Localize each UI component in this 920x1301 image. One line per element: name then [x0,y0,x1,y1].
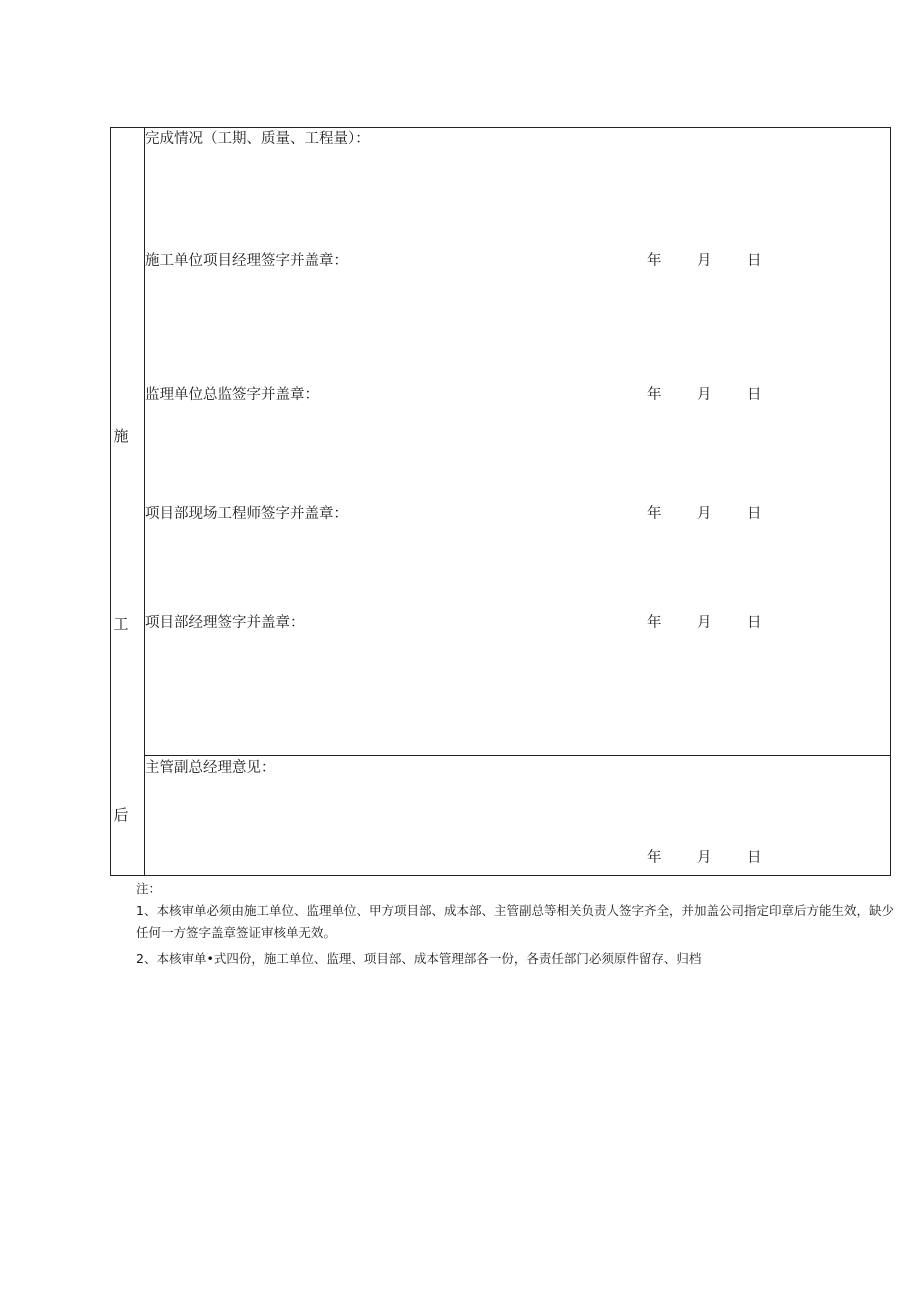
approval-form-table [110,127,891,876]
date-year: 年 [647,387,662,403]
project-manager-date [647,614,767,632]
date-year: 年 [647,253,662,269]
date-month: 月 [697,506,712,522]
date-year: 年 [647,506,662,522]
date-day: 日 [747,387,762,403]
side-label-column [111,128,145,875]
note-item: 2、本核审单•式四份，施工单位、监理、项目部、成本管理部各一份，各责任部门必须原件留存、归档 [136,951,702,966]
date-month: 月 [697,850,712,866]
deputy-gm-opinion-label: 主管副总经理意见： [145,760,276,776]
form-content-column [145,128,890,875]
completion-status-label: 完成情况（工期、质量、工程量）： [145,131,370,147]
project-manager-signature-label: 项目部经理签字并盖章： [145,615,305,631]
contractor-pm-date [647,252,767,270]
date-month: 月 [697,387,712,403]
side-label-char: 施 [113,427,129,445]
supervisor-date [647,386,767,404]
site-engineer-signature-label: 项目部现场工程师签字并盖章： [145,506,348,522]
side-label-char: 工 [113,615,129,633]
site-engineer-date [647,505,767,523]
date-month: 月 [697,253,712,269]
supervisor-signature-label: 监理单位总监签字并盖章： [145,387,319,403]
note-item: 1、本核审单必须由施工单位、监理单位、甲方项目部、成本部、主管副总等相关负责人签字齐全，并加盖公司指定印章后方能生效，缺少任何一方签字盖章签证审核单无效。 [136,903,894,940]
notes-section [110,878,900,970]
date-day: 日 [747,506,762,522]
date-day: 日 [747,850,762,866]
side-label-char: 后 [113,806,129,824]
date-year: 年 [647,850,662,866]
contractor-pm-signature-label: 施工单位项目经理签字并盖章： [145,253,348,269]
section-divider [145,755,890,756]
date-day: 日 [747,615,762,631]
notes-heading: 注： [136,881,162,896]
date-year: 年 [647,615,662,631]
deputy-gm-date [647,849,767,867]
date-month: 月 [697,615,712,631]
date-day: 日 [747,253,762,269]
